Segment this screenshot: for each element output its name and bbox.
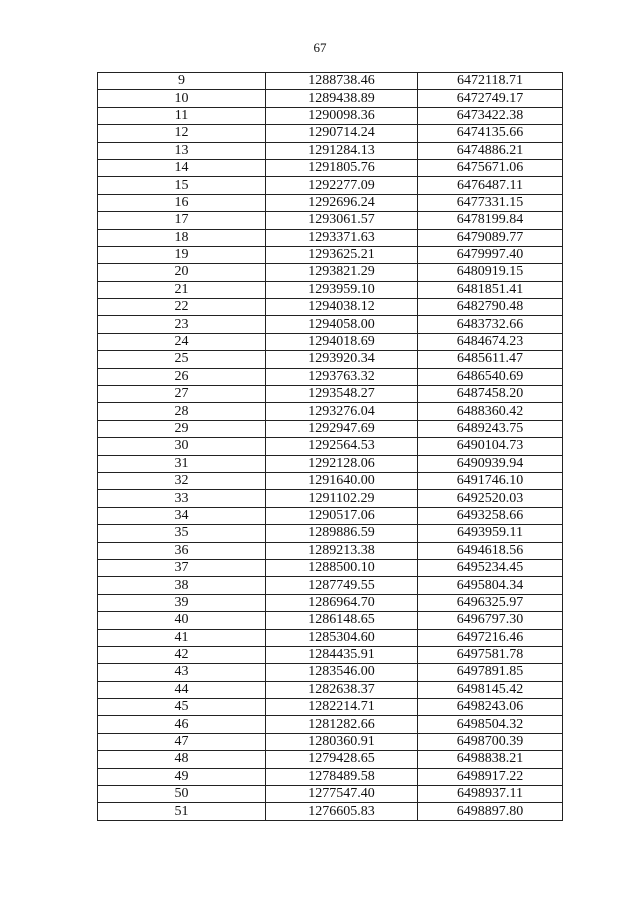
x-coordinate-cell: 1293821.29 [266, 264, 418, 281]
x-coordinate-cell: 1290714.24 [266, 125, 418, 142]
table-row [98, 386, 563, 403]
table-row [98, 368, 563, 385]
point-number-cell: 40 [98, 612, 266, 629]
x-coordinate-cell: 1293548.27 [266, 386, 418, 403]
y-coordinate-cell: 6484674.23 [418, 333, 563, 350]
y-coordinate-cell: 6497581.78 [418, 646, 563, 663]
y-coordinate-cell: 6497891.85 [418, 664, 563, 681]
y-coordinate-cell: 6479997.40 [418, 246, 563, 263]
x-coordinate-cell: 1282638.37 [266, 681, 418, 698]
point-number-cell: 22 [98, 299, 266, 316]
point-number-cell: 30 [98, 438, 266, 455]
x-coordinate-cell: 1293763.32 [266, 368, 418, 385]
x-coordinate-cell: 1280360.91 [266, 733, 418, 750]
y-coordinate-cell: 6492520.03 [418, 490, 563, 507]
point-number-cell: 41 [98, 629, 266, 646]
x-coordinate-cell: 1292947.69 [266, 420, 418, 437]
x-coordinate-cell: 1290517.06 [266, 507, 418, 524]
y-coordinate-cell: 6472118.71 [418, 73, 563, 90]
table-row [98, 733, 563, 750]
table-row [98, 246, 563, 263]
table-row [98, 316, 563, 333]
table-row [98, 664, 563, 681]
x-coordinate-cell: 1293276.04 [266, 403, 418, 420]
point-number-cell: 23 [98, 316, 266, 333]
y-coordinate-cell: 6486540.69 [418, 368, 563, 385]
y-coordinate-cell: 6494618.56 [418, 542, 563, 559]
y-coordinate-cell: 6474135.66 [418, 125, 563, 142]
coordinates-table-container [97, 72, 562, 821]
y-coordinate-cell: 6475671.06 [418, 159, 563, 176]
x-coordinate-cell: 1282214.71 [266, 699, 418, 716]
y-coordinate-cell: 6487458.20 [418, 386, 563, 403]
y-coordinate-cell: 6493959.11 [418, 525, 563, 542]
y-coordinate-cell: 6498700.39 [418, 733, 563, 750]
table-row [98, 194, 563, 211]
x-coordinate-cell: 1276605.83 [266, 803, 418, 820]
table-row [98, 73, 563, 90]
y-coordinate-cell: 6488360.42 [418, 403, 563, 420]
table-row [98, 403, 563, 420]
point-number-cell: 27 [98, 386, 266, 403]
point-number-cell: 15 [98, 177, 266, 194]
table-row [98, 629, 563, 646]
x-coordinate-cell: 1291640.00 [266, 472, 418, 489]
y-coordinate-cell: 6491746.10 [418, 472, 563, 489]
y-coordinate-cell: 6481851.41 [418, 281, 563, 298]
table-row [98, 490, 563, 507]
y-coordinate-cell: 6482790.48 [418, 299, 563, 316]
point-number-cell: 37 [98, 559, 266, 576]
point-number-cell: 13 [98, 142, 266, 159]
point-number-cell: 19 [98, 246, 266, 263]
table-row [98, 455, 563, 472]
table-row [98, 159, 563, 176]
y-coordinate-cell: 6495804.34 [418, 577, 563, 594]
point-number-cell: 10 [98, 90, 266, 107]
point-number-cell: 44 [98, 681, 266, 698]
point-number-cell: 26 [98, 368, 266, 385]
point-number-cell: 42 [98, 646, 266, 663]
table-row [98, 699, 563, 716]
point-number-cell: 36 [98, 542, 266, 559]
point-number-cell: 9 [98, 73, 266, 90]
table-row [98, 107, 563, 124]
x-coordinate-cell: 1288500.10 [266, 559, 418, 576]
table-row [98, 281, 563, 298]
x-coordinate-cell: 1294058.00 [266, 316, 418, 333]
x-coordinate-cell: 1286964.70 [266, 594, 418, 611]
point-number-cell: 34 [98, 507, 266, 524]
point-number-cell: 51 [98, 803, 266, 820]
x-coordinate-cell: 1285304.60 [266, 629, 418, 646]
table-row [98, 612, 563, 629]
y-coordinate-cell: 6498937.11 [418, 786, 563, 803]
table-row [98, 786, 563, 803]
point-number-cell: 20 [98, 264, 266, 281]
x-coordinate-cell: 1293959.10 [266, 281, 418, 298]
y-coordinate-cell: 6496325.97 [418, 594, 563, 611]
table-row [98, 125, 563, 142]
point-number-cell: 45 [98, 699, 266, 716]
point-number-cell: 16 [98, 194, 266, 211]
table-row [98, 142, 563, 159]
table-row [98, 90, 563, 107]
x-coordinate-cell: 1279428.65 [266, 751, 418, 768]
y-coordinate-cell: 6480919.15 [418, 264, 563, 281]
table-row [98, 438, 563, 455]
x-coordinate-cell: 1294018.69 [266, 333, 418, 350]
point-number-cell: 11 [98, 107, 266, 124]
y-coordinate-cell: 6498838.21 [418, 751, 563, 768]
y-coordinate-cell: 6479089.77 [418, 229, 563, 246]
x-coordinate-cell: 1289213.38 [266, 542, 418, 559]
point-number-cell: 32 [98, 472, 266, 489]
y-coordinate-cell: 6473422.38 [418, 107, 563, 124]
table-row [98, 333, 563, 350]
point-number-cell: 46 [98, 716, 266, 733]
x-coordinate-cell: 1286148.65 [266, 612, 418, 629]
y-coordinate-cell: 6489243.75 [418, 420, 563, 437]
x-coordinate-cell: 1278489.58 [266, 768, 418, 785]
x-coordinate-cell: 1283546.00 [266, 664, 418, 681]
y-coordinate-cell: 6498917.22 [418, 768, 563, 785]
point-number-cell: 24 [98, 333, 266, 350]
x-coordinate-cell: 1291102.29 [266, 490, 418, 507]
y-coordinate-cell: 6483732.66 [418, 316, 563, 333]
y-coordinate-cell: 6472749.17 [418, 90, 563, 107]
point-number-cell: 17 [98, 212, 266, 229]
x-coordinate-cell: 1284435.91 [266, 646, 418, 663]
y-coordinate-cell: 6485611.47 [418, 351, 563, 368]
point-number-cell: 12 [98, 125, 266, 142]
y-coordinate-cell: 6498897.80 [418, 803, 563, 820]
x-coordinate-cell: 1291284.13 [266, 142, 418, 159]
table-row [98, 177, 563, 194]
table-row [98, 507, 563, 524]
table-row [98, 299, 563, 316]
x-coordinate-cell: 1292277.09 [266, 177, 418, 194]
coordinates-table [97, 72, 563, 821]
y-coordinate-cell: 6478199.84 [418, 212, 563, 229]
point-number-cell: 38 [98, 577, 266, 594]
y-coordinate-cell: 6498504.32 [418, 716, 563, 733]
y-coordinate-cell: 6490939.94 [418, 455, 563, 472]
x-coordinate-cell: 1294038.12 [266, 299, 418, 316]
y-coordinate-cell: 6498145.42 [418, 681, 563, 698]
point-number-cell: 48 [98, 751, 266, 768]
point-number-cell: 33 [98, 490, 266, 507]
x-coordinate-cell: 1291805.76 [266, 159, 418, 176]
table-row [98, 716, 563, 733]
y-coordinate-cell: 6498243.06 [418, 699, 563, 716]
point-number-cell: 35 [98, 525, 266, 542]
table-row [98, 542, 563, 559]
x-coordinate-cell: 1292128.06 [266, 455, 418, 472]
x-coordinate-cell: 1281282.66 [266, 716, 418, 733]
x-coordinate-cell: 1287749.55 [266, 577, 418, 594]
x-coordinate-cell: 1292696.24 [266, 194, 418, 211]
coordinates-table-body [98, 73, 563, 821]
x-coordinate-cell: 1290098.36 [266, 107, 418, 124]
point-number-cell: 49 [98, 768, 266, 785]
point-number-cell: 50 [98, 786, 266, 803]
point-number-cell: 25 [98, 351, 266, 368]
table-row [98, 681, 563, 698]
x-coordinate-cell: 1277547.40 [266, 786, 418, 803]
point-number-cell: 43 [98, 664, 266, 681]
point-number-cell: 14 [98, 159, 266, 176]
point-number-cell: 39 [98, 594, 266, 611]
x-coordinate-cell: 1293371.63 [266, 229, 418, 246]
y-coordinate-cell: 6474886.21 [418, 142, 563, 159]
table-row [98, 229, 563, 246]
x-coordinate-cell: 1289886.59 [266, 525, 418, 542]
table-row [98, 212, 563, 229]
table-row [98, 751, 563, 768]
table-row [98, 472, 563, 489]
y-coordinate-cell: 6495234.45 [418, 559, 563, 576]
table-row [98, 594, 563, 611]
table-row [98, 525, 563, 542]
y-coordinate-cell: 6497216.46 [418, 629, 563, 646]
point-number-cell: 18 [98, 229, 266, 246]
x-coordinate-cell: 1293061.57 [266, 212, 418, 229]
y-coordinate-cell: 6493258.66 [418, 507, 563, 524]
x-coordinate-cell: 1289438.89 [266, 90, 418, 107]
x-coordinate-cell: 1292564.53 [266, 438, 418, 455]
point-number-cell: 31 [98, 455, 266, 472]
point-number-cell: 47 [98, 733, 266, 750]
y-coordinate-cell: 6477331.15 [418, 194, 563, 211]
y-coordinate-cell: 6496797.30 [418, 612, 563, 629]
point-number-cell: 21 [98, 281, 266, 298]
table-row [98, 264, 563, 281]
table-row [98, 351, 563, 368]
table-row [98, 559, 563, 576]
page-number: 67 [313, 40, 327, 55]
table-row [98, 803, 563, 820]
point-number-cell: 29 [98, 420, 266, 437]
x-coordinate-cell: 1293625.21 [266, 246, 418, 263]
point-number-cell: 28 [98, 403, 266, 420]
x-coordinate-cell: 1293920.34 [266, 351, 418, 368]
y-coordinate-cell: 6490104.73 [418, 438, 563, 455]
table-row [98, 646, 563, 663]
table-row [98, 420, 563, 437]
y-coordinate-cell: 6476487.11 [418, 177, 563, 194]
x-coordinate-cell: 1288738.46 [266, 73, 418, 90]
table-row [98, 577, 563, 594]
table-row [98, 768, 563, 785]
